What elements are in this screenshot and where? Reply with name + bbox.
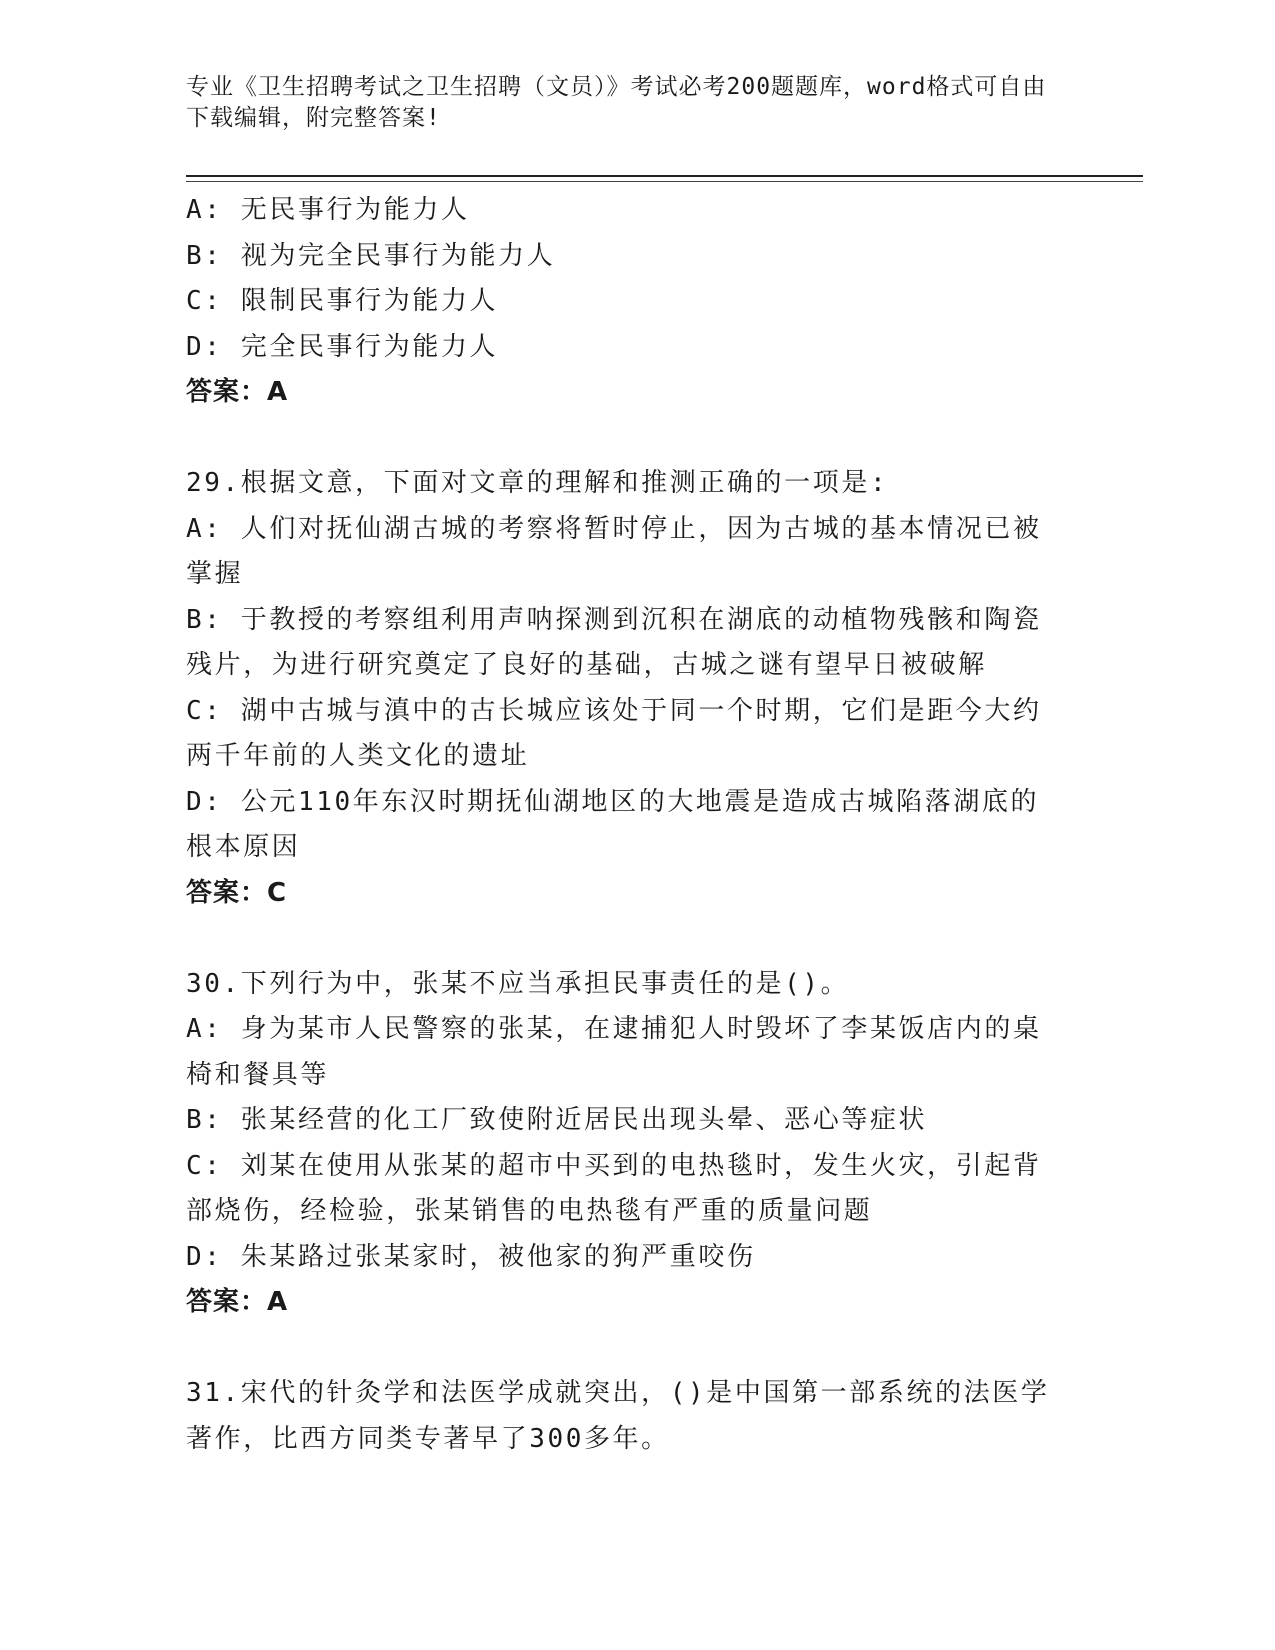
question-stem: 31.宋代的针灸学和法医学成就突出，()是中国第一部系统的法医学著作，比西方同类专著早了300多年。	[186, 1378, 1050, 1454]
option-a: A: 身为某市人民警察的张某，在逮捕犯人时毁坏了李某饭店内的桌椅和餐具等	[186, 1014, 1042, 1090]
option-a: A: 无民事行为能力人	[186, 195, 470, 225]
question-stem: 29.根据文意，下面对文章的理解和推测正确的一项是:	[186, 468, 889, 498]
option-c: C: 刘某在使用从张某的超市中买到的电热毯时，发生火灾，引起背部烧伤，经检验，张某销售的电热毯有严重的质量问题	[186, 1150, 1042, 1226]
question-31	[186, 1371, 1066, 1462]
question-28-tail	[186, 188, 1066, 416]
question-stem: 30.下列行为中，张某不应当承担民事责任的是()。	[186, 968, 850, 999]
spacer	[186, 416, 1066, 462]
document-header: 专业《卫生招聘考试之卫生招聘（文员）》考试必考200题题库，word格式可自由下载编辑，附完整答案!	[186, 74, 1047, 131]
question-content	[186, 188, 1066, 1462]
answer-line: 答案：A	[186, 1287, 289, 1317]
option-b: B: 视为完全民事行为能力人	[186, 240, 556, 271]
spacer	[186, 916, 1066, 962]
spacer	[186, 1326, 1066, 1372]
option-d: D: 朱某路过张某家时，被他家的狗严重咬伤	[186, 1241, 756, 1272]
option-b: B: 张某经营的化工厂致使附近居民出现头晕、恶心等症状	[186, 1105, 928, 1135]
answer-line: 答案：A	[186, 377, 289, 407]
header-divider-thick	[186, 175, 1143, 177]
option-b: B: 于教授的考察组利用声呐探测到沉积在湖底的动植物残骸和陶瓷残片，为进行研究奠定了良好的基础，古城之谜有望早日被破解	[186, 604, 1042, 680]
option-d: D: 完全民事行为能力人	[186, 331, 499, 362]
header-divider-thin	[186, 181, 1143, 182]
option-a: A: 人们对抚仙湖古城的考察将暂时停止，因为古城的基本情况已被掌握	[186, 513, 1042, 589]
question-30	[186, 962, 1066, 1326]
option-c: C: 限制民事行为能力人	[186, 286, 499, 316]
option-d: D: 公元110年东汉时期抚仙湖地区的大地震是造成古城陷落湖底的根本原因	[186, 786, 1040, 862]
answer-line: 答案：C	[186, 877, 288, 908]
option-c: C: 湖中古城与滇中的古长城应该处于同一个时期，它们是距今大约两千年前的人类文化的遗址	[186, 695, 1042, 771]
question-29	[186, 461, 1066, 916]
